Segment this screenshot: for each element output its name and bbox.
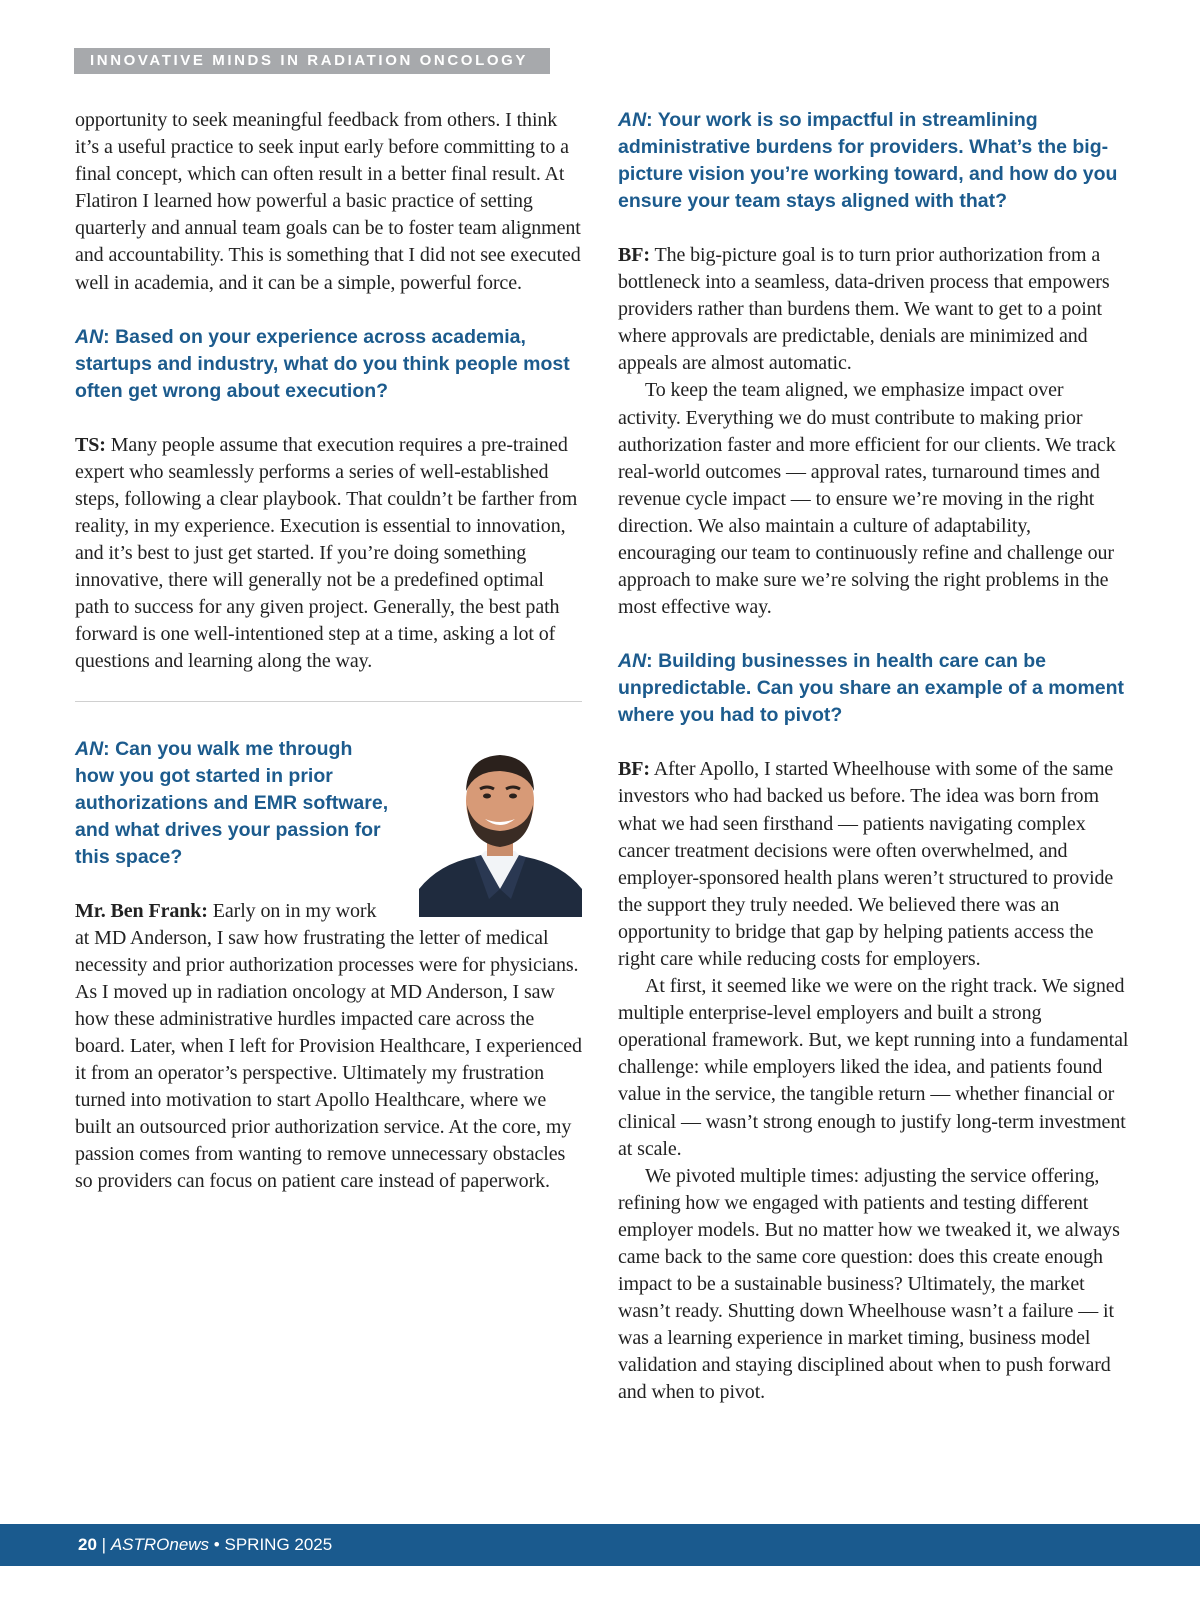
paragraph: To keep the team aligned, we emphasize impact over activity. Everything we do must contribute to making prior authorization faster and more efficient for our clients. We track real-world outcomes — approval rates, turnaround times and revenue cycle impact — to ensure we’re moving in the right direction. We also maintain a culture of adaptability, encouraging our team to continuously refine and challenge our approach to make sure we’re solving the right problems in the most effective way. bbox=[618, 379, 1116, 619]
interviewer-initials: AN bbox=[618, 650, 647, 673]
interview-answer bbox=[75, 898, 582, 1196]
question-text: : Your work is so impactful in streamlining administrative burdens for providers. What’s the big-picture vision you’re working toward, and how do you ensure your team stays aligned with that? bbox=[618, 109, 1118, 212]
speaker-label: Mr. Ben Frank: bbox=[75, 899, 208, 922]
interview-question bbox=[75, 324, 582, 405]
divider bbox=[75, 701, 582, 702]
interview-question bbox=[618, 648, 1130, 729]
paragraph: At first, it seemed like we were on the right track. We signed multiple enterprise-level employers and built a strong operational framework. But, we kept running into a fundamental challenge: while employers liked the idea, and patients found value in the service, the tangible return — whether financial or clinical — wasn’t strong enough to justify long-term investment at scale. bbox=[618, 975, 1129, 1160]
paragraph: opportunity to seek meaningful feedback from others. I think it’s a useful practice to seek input early before committing to a final concept, which can often result in a better final result. At Flatiron I learned how powerful a basic practice of setting quarterly and annual team goals can be to foster team alignment and accountability. This is something that I did not see executed well in academia, and it can be a simple, powerful force. bbox=[75, 109, 581, 294]
portrait-image bbox=[419, 739, 582, 917]
interviewer-initials: AN bbox=[75, 325, 104, 348]
speaker-label: TS: bbox=[75, 433, 106, 456]
interviewer-initials: AN bbox=[75, 737, 104, 760]
interview-question bbox=[618, 107, 1130, 215]
answer-text: The big-picture goal is to turn prior authorization from a bottleneck into a seamless, data-driven process that empowers providers rather than burdens them. We want to get to a point where approvals are predictable, denials are minimized and appeals are almost automatic. bbox=[618, 244, 1110, 375]
question-text: : Building businesses in health care can be unpredictable. Can you share an example of a moment where you had to pivot? bbox=[618, 650, 1125, 727]
footer-separator: | bbox=[101, 1535, 107, 1554]
right-column bbox=[618, 107, 1130, 1407]
paragraph: We pivoted multiple times: adjusting the service offering, refining how we engaged with patients and testing different employer models. But no matter how we tweaked it, we always came back to the same core question: does this create enough impact to be a sustainable business? Ultimately, the market wasn’t ready. Shutting down Wheelhouse wasn’t a failure — it was a learning experience in market timing, business model validation and staying disciplined about when to push forward and when to pivot. bbox=[618, 1164, 1120, 1404]
footer-bullet: • bbox=[213, 1535, 220, 1554]
interview-answer bbox=[618, 242, 1130, 377]
page-number: 20 bbox=[78, 1535, 97, 1554]
interview-answer bbox=[75, 432, 582, 676]
answer-text: After Apollo, I started Wheelhouse with some of the same investors who had backed us before. The idea was born from what we had seen firsthand — patients navigating complex cancer treatment decisions were often overwhelmed, and employer-sponsored health plans weren’t structured to provide the support they truly needed. We believed there was an opportunity to bridge that gap by helping patients access the right care while reducing costs for employers. bbox=[618, 758, 1114, 970]
issue-label: SPRING 2025 bbox=[224, 1535, 333, 1554]
question-text: : Can you walk me through how you got started in prior authorizations and EMR software, and what drives your passion for this space? bbox=[75, 737, 389, 868]
section-label: INNOVATIVE MINDS IN RADIATION ONCOLOGY bbox=[74, 48, 550, 74]
page-footer bbox=[0, 1524, 1200, 1566]
speaker-label: BF: bbox=[618, 244, 650, 266]
answer-text: Many people assume that execution requires a pre-trained expert who seamlessly performs a series of well-established steps, following a clear playbook. That couldn’t be farther from reality, in my experience. Execution is essential to innovation, and it’s best to just get started. If you’re doing something innovative, there will generally not be a predefined optimal path to success for any given project. Generally, the best path forward is one well-intentioned step at a time, asking a lot of questions and learning along the way. bbox=[75, 433, 578, 673]
portrait-photo bbox=[419, 739, 582, 917]
publication-name: ASTROnews bbox=[110, 1535, 210, 1554]
left-column bbox=[75, 107, 582, 1196]
interview-answer bbox=[618, 756, 1130, 973]
speaker-label: BF: bbox=[618, 758, 650, 781]
answer-text: Early on in my work at MD Anderson, I saw how frustrating the letter of medical necessity and prior authorization processes were for physicians. As I moved up in radiation oncology at MD Anderson, I saw how these administrative hurdles impacted care across the board. Later, when I left for Provision Healthcare, I experienced it from an operator’s perspective. Ultimately my frustration turned into motivation to start Apollo Healthcare, where we built an outsourced prior authorization service. At the core, my passion comes from wanting to remove unnecessary obstacles so providers can focus on patient care instead of paperwork. bbox=[75, 899, 582, 1193]
interviewer-initials: AN bbox=[618, 109, 647, 131]
question-text: : Based on your experience across academia, startups and industry, what do you think people most often get wrong about execution? bbox=[75, 325, 570, 402]
